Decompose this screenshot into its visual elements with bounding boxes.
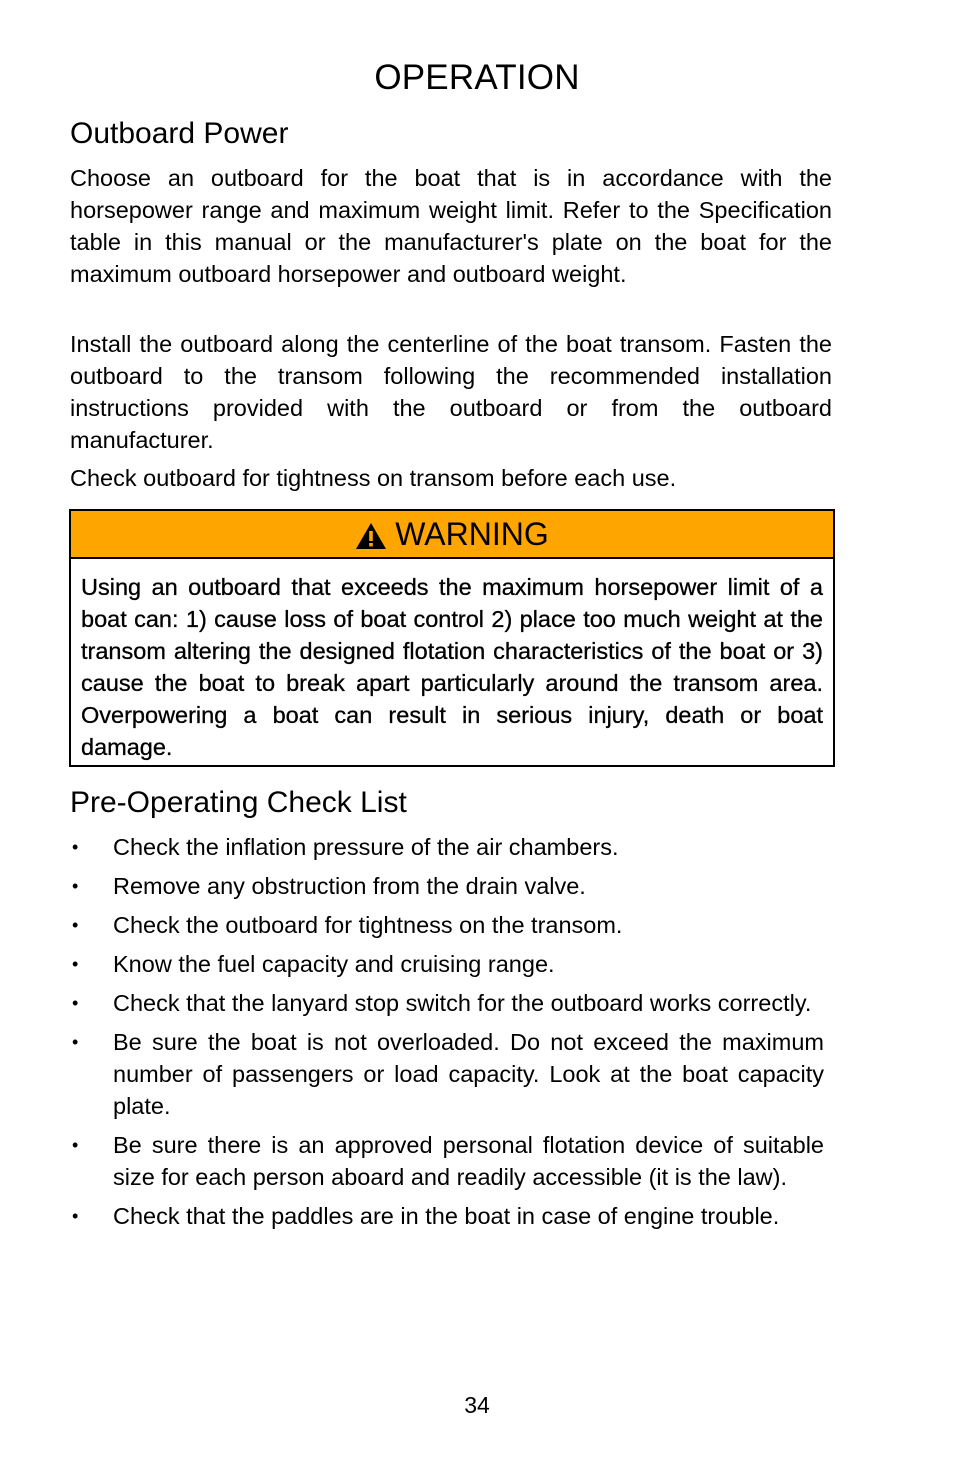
bullet: •	[72, 1032, 79, 1052]
bullet: •	[72, 876, 79, 896]
bullet: •	[72, 837, 79, 857]
page-title: OPERATION	[374, 58, 580, 97]
bullet: •	[72, 915, 79, 935]
list-item-text: Know the fuel capacity and cruising range.	[113, 951, 555, 977]
warning-text: Using an outboard that exceeds the maximum horsepower limit of a boat can: 1) cause loss of boat control 2) place too much weight at the transom altering the designed flotation characteristics of the boat or 3) cause the boat to break apart particularly around the transom area. Overpowering a boat can result in serious injury, death or boat damage.	[81, 574, 823, 760]
outboard-power-paragraph-3: Check outboard for tightness on transom before each use.	[70, 465, 677, 491]
list-item	[70, 909, 824, 941]
list-item	[70, 870, 824, 902]
outboard-power-paragraph-1: Choose an outboard for the boat that is in accordance with the horsepower range and maximum weight limit. Refer to the Specification table in this manual or the manufacturer's plate on the boat for the maximum outboard horsepower and outboard weight.	[70, 165, 832, 287]
list-item-text: Check the inflation pressure of the air chambers.	[113, 834, 619, 860]
list-item	[70, 948, 824, 980]
warning-label: WARNING	[395, 515, 549, 552]
page-number: 34	[464, 1392, 490, 1418]
bullet: •	[72, 1206, 79, 1226]
list-item-text: Be sure the boat is not overloaded. Do not exceed the maximum number of passengers or load capacity. Look at the boat capacity plate.	[113, 1029, 824, 1119]
warning-box	[69, 509, 835, 767]
list-item-text: Check that the paddles are in the boat in case of engine trouble.	[113, 1203, 780, 1229]
outboard-power-heading: Outboard Power	[70, 117, 289, 150]
list-item	[70, 831, 824, 863]
list-item	[70, 1200, 824, 1232]
list-item-text: Check that the lanyard stop switch for the outboard works correctly.	[113, 990, 812, 1016]
warning-triangle-icon	[355, 522, 387, 550]
list-item-text: Remove any obstruction from the drain valve.	[113, 873, 586, 899]
list-item	[70, 1129, 824, 1193]
checklist-heading: Pre-Operating Check List	[70, 786, 407, 819]
pre-operating-checklist	[70, 831, 824, 1239]
list-item-text: Check the outboard for tightness on the transom.	[113, 912, 623, 938]
bullet: •	[72, 993, 79, 1013]
warning-header	[71, 511, 833, 559]
outboard-power-paragraph-2: Install the outboard along the centerline of the boat transom. Fasten the outboard to the transom following the recommended installation instructions provided with the outboard or from the outboard manufacturer.	[70, 331, 832, 453]
list-item	[70, 1026, 824, 1122]
bullet: •	[72, 954, 79, 974]
list-item-text: Be sure there is an approved personal flotation device of suitable size for each person aboard and readily accessible (it is the law).	[113, 1132, 824, 1190]
list-item	[70, 987, 824, 1019]
bullet: •	[72, 1135, 79, 1155]
